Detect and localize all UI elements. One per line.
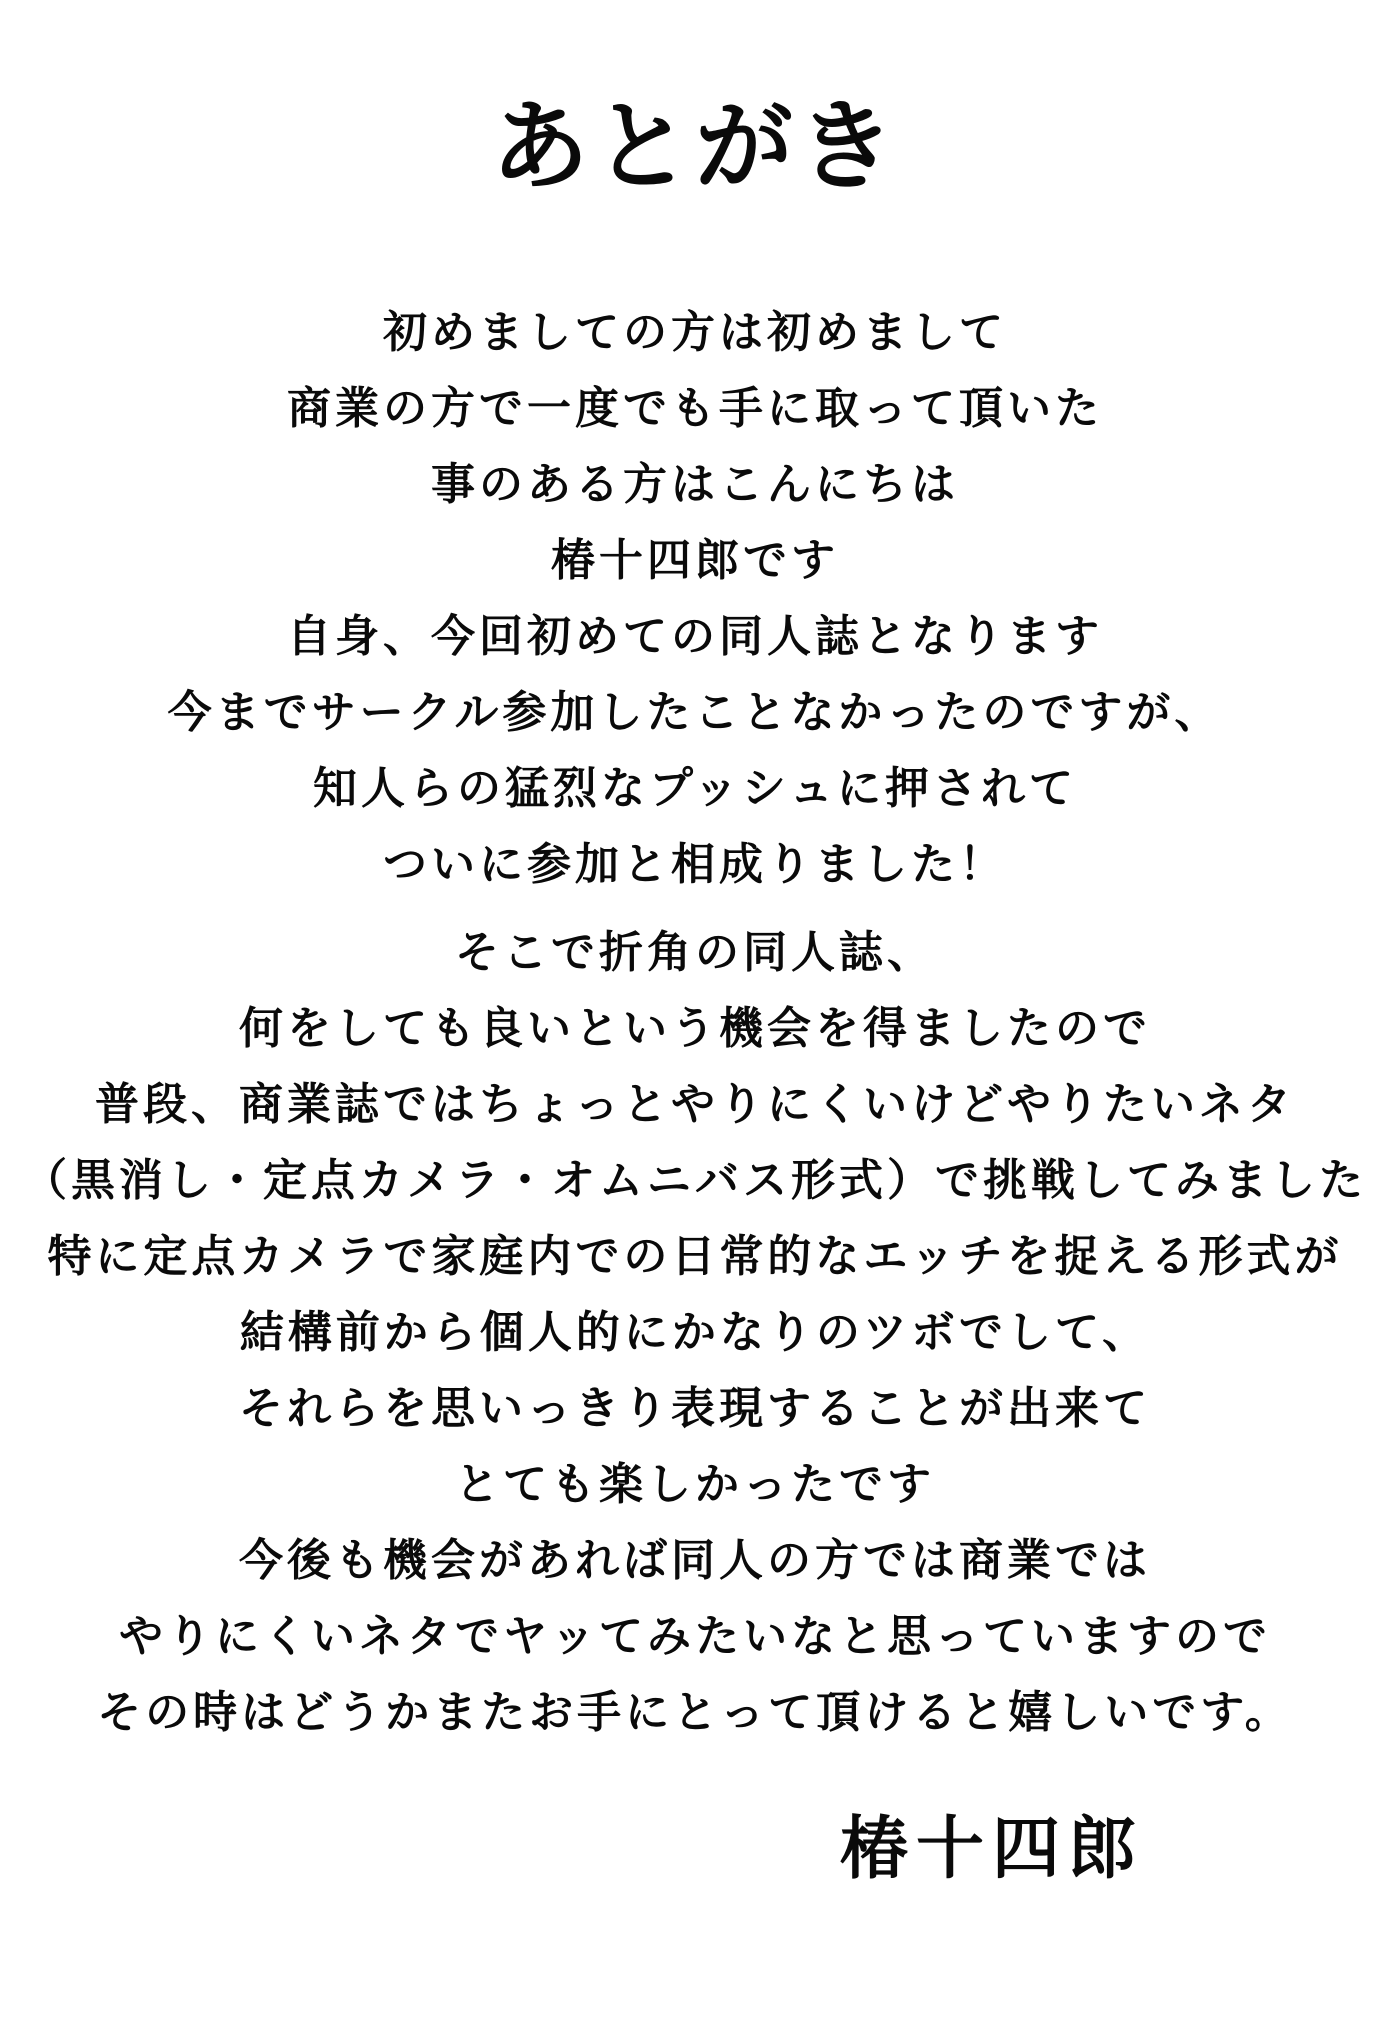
text-line: 初めましての方は初めまして bbox=[383, 307, 1007, 358]
text-line: 今までサークル参加したことなかったのですが、 bbox=[167, 687, 1223, 738]
text-line: やりにくいネタでヤッてみたいなと思っていますので bbox=[119, 1611, 1271, 1662]
text-line: 自身、今回初めての同人誌となります bbox=[287, 611, 1103, 662]
text-line: 今後も機会があれば同人の方では商業では bbox=[239, 1535, 1151, 1586]
text-line: それらを思いっきり表現することが出来て bbox=[239, 1383, 1151, 1434]
text-line: ついに参加と相成りました！ bbox=[383, 839, 1007, 890]
text-line: 知人らの猛烈なプッシュに押されて bbox=[312, 763, 1078, 814]
afterword-body bbox=[0, 295, 1390, 1751]
text-line: とても楽しかったです bbox=[455, 1459, 935, 1510]
text-line: 椿十四郎です bbox=[551, 535, 839, 586]
text-line: 結構前から個人的にかなりのツボでして、 bbox=[239, 1307, 1151, 1358]
author-signature: 椿十四郎 bbox=[840, 1810, 1145, 1889]
text-line: そこで折角の同人誌、 bbox=[455, 927, 935, 978]
text-line: 何をしても良いという機会を得ましたので bbox=[239, 1003, 1151, 1054]
text-line: （黒消し・定点カメラ・オムニバス形式）で挑戦してみました bbox=[23, 1155, 1367, 1206]
text-line: 商業の方で一度でも手に取って頂いた bbox=[287, 383, 1103, 434]
page-title: あとがき bbox=[490, 90, 899, 204]
text-line: 普段、商業誌ではちょっとやりにくいけどやりたいネタ bbox=[95, 1079, 1295, 1130]
text-line: 事のある方はこんにちは bbox=[431, 459, 959, 510]
text-line: 特に定点カメラで家庭内での日常的なエッチを捉える形式が bbox=[47, 1231, 1343, 1282]
text-line: その時はどうかまたお手にとって頂けると嬉しいです。 bbox=[97, 1687, 1293, 1738]
